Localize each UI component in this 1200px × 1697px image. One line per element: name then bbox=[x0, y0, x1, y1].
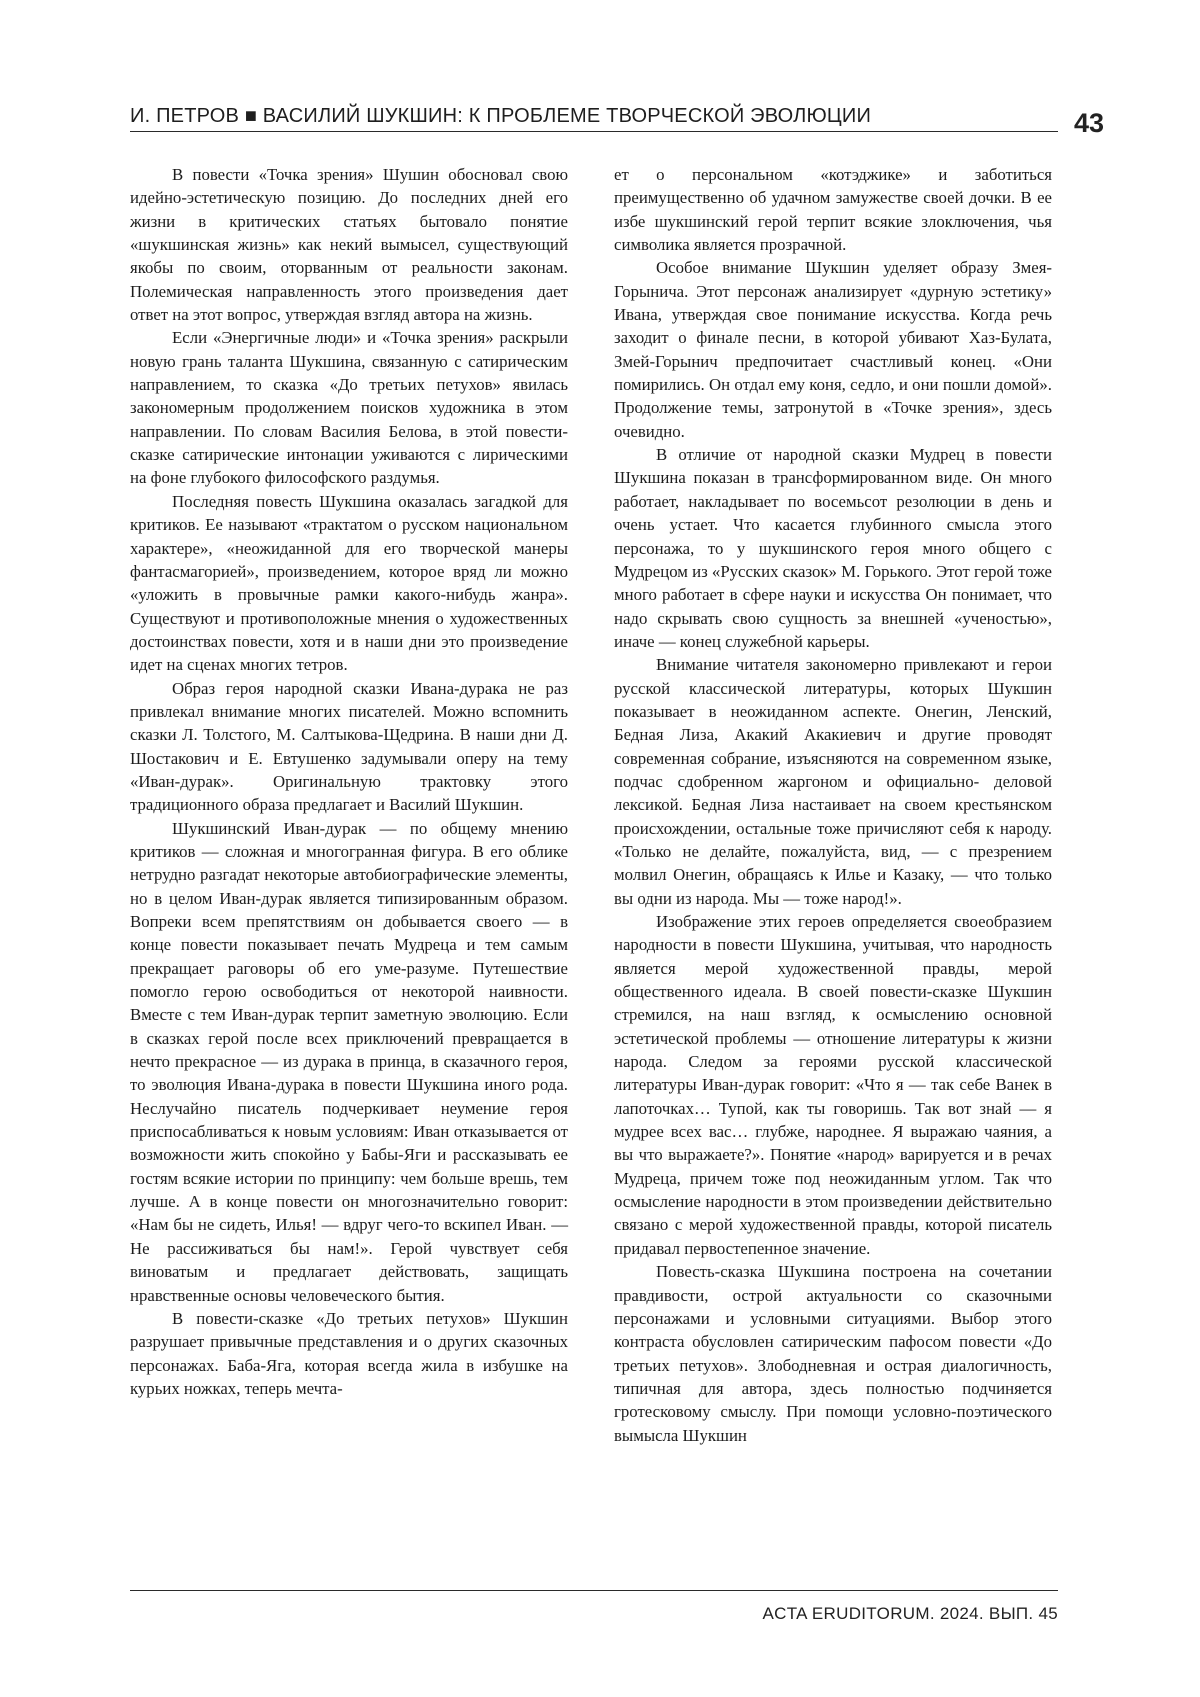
paragraph: Повесть-сказка Шукшина построена на сочетании правдивости, острой актуальности со сказочными персонажами и условными ситуациями. Выбор этого контраста обусловлен сатирическим пафосом повести «До третьих петухов». Злободневная и острая диалогичность, типичная для автора, здесь полностью подчиняется гротесковому смыслу. При помощи условно-поэтического вымысла Шукшин bbox=[614, 1262, 1052, 1445]
paragraph: Особое внимание Шукшин уделяет образу Змея-Горынича. Этот персонаж анализирует «дурную эстетику» Ивана, утверждая свое понимание искусства. Когда речь заходит о финале песни, в которой убивают Хаз-Булата, Змей-Горынич предпочитает счастливый конец. «Они помирились. Он отдал ему коня, седло, и они пошли домой». Продолжение темы, затронутой в «Точке зрения», здесь очевидно. bbox=[614, 258, 1052, 441]
footer-divider bbox=[130, 1590, 1058, 1591]
paragraph: В отличие от народной сказки Мудрец в повести Шукшина показан в трансформированном виде. Он много работает, накладывает по восемьсот резолюции в день и очень устает. Что касается глубинного смысла этого персонажа, то у шукшинского героя много общего с Мудрецом из «Русских сказок» М. Горького. Этот герой тоже много работает в сфере науки и искусства Он понимает, что надо скрывать свою сущность за внешней «ученостью», иначе — конец служебной карьеры. bbox=[614, 445, 1052, 651]
paragraph: Изображение этих героев определяется своеобразием народности в повести Шукшина, учитывая, что народность является мерой художественной правды, мерой общественного идеала. В своей повести-сказке Шукшин стремился, на наш взгляд, к осмыслению основной эстетической проблемы — отношение литературы к жизни народа. Следом за героями русской классической литературы Иван-дурак говорит: «Что я — так себе Ванек в лапоточках… Тупой, как ты говоришь. Так вот знай — я мудрее всех вас… глубже, народнее. Я выражаю чаяния, а вы что выражаете?». Понятие «народ» варируется и в речах Мудреца, причем тоже под неожиданным углом. Так что осмысление народности в этом произведении действительно связано с мерой художественной правды, которой писатель придавал первостепенное значение. bbox=[614, 912, 1052, 1258]
header-divider bbox=[130, 131, 1058, 132]
paragraph-continued: ет о персональном «котэджике» и заботиться преимущественно об удачном замужестве своей дочки. В ее избе шукшинский герой терпит всякие злоключения, чья символика является прозрачной. bbox=[614, 165, 1052, 255]
left-column bbox=[130, 163, 568, 1400]
journal-footer: ACTA ERUDITORUM. 2024. ВЫП. 45 bbox=[762, 1604, 1058, 1623]
paragraph: Если «Энергичные люди» и «Точка зрения» раскрыли новую грань таланта Шукшина, связанную с сатирическим направлением, то сказка «До третьих петухов» явилась закономерным продолжением поисков художника в этом направлении. По словам Василия Белова, в этой повести-сказке сатирические интонации уживаются с лирическими на фоне глубокого философского раздумья. bbox=[130, 328, 568, 488]
paragraph: Последняя повесть Шукшина оказалась загадкой для критиков. Ее называют «трактатом о русском национальном характере», «неожиданной для его творческой манеры фантасмагорией», произведением, которое вряд ли можно «уложить в провычные рамки какого-нибудь жанра». Существуют и противоположные мнения о художественных достоинствах повести, хотя и в наши дни это произведение идет на сценах многих тетров. bbox=[130, 491, 568, 675]
paragraph: Образ героя народной сказки Ивана-дурака не раз привлекал внимание многих писателей. Можно вспомнить сказки Л. Толстого, М. Салтыкова-Щедрина. В наши дни Д. Шостакович и Е. Евтушенко задумывали оперу на тему «Иван-дурак». Оригинальную трактовку этого традиционного образа предлагает и Василий Шукшин. bbox=[130, 678, 568, 815]
page-number: 43 bbox=[1074, 108, 1105, 138]
running-title: И. ПЕТРОВ ■ ВАСИЛИЙ ШУКШИН: К ПРОБЛЕМЕ ТВОРЧЕСКОЙ ЭВОЛЮЦИИ bbox=[130, 105, 872, 127]
paragraph: В повести-сказке «До третьих петухов» Шукшин разрушает привычные представления и о других сказочных персонажах. Баба-Яга, которая всегда жила в избушке на курьих ножках, теперь мечта- bbox=[130, 1308, 568, 1398]
paragraph: В повести «Точка зрения» Шушин обосновал свою идейно-эстетическую позицию. До последних дней его жизни в критических статьях бытовало понятие «шукшинская жизнь» как некий вымысел, существующий якобы по своим, оторванным от реальности законам. Полемическая направленность этого произведения дает ответ на этот вопрос, утверждая взгляд автора на жизнь. bbox=[130, 165, 568, 325]
paragraph: Шукшинский Иван-дурак — по общему мнению критиков — сложная и многогранная фигура. В его облике нетрудно разгадат некоторые автобиографические элементы, но в целом Иван-дурак является типизированным образом. Вопреки всем препятствиям он добывается своего — в конце повести показывает печать Мудреца и тем самым прекращает раговоры об его уме-разуме. Путешествие помогло герою освободиться от некоторой наивности. Вместе с тем Иван-дурак терпит заметную эволюцию. Если в сказках герой после всех приключений превращается в нечто прекрасное — из дурака в принца, в сказачного героя, то эволюция Ивана-дурака в повести Шукшина иного рода. Неслучайно писатель подчеркивает неумение героя приспосабливаться к новым условиям: Иван отказывается от возможности жить спокойно у Бабы-Яги и рассказывать ее гостям всякие истории по принципу: чем больше врешь, тем лучше. А в конце повести он многозначительно говорит: «Нам бы не сидеть, Илья! — вдруг чего-то вскипел Иван. — Не рассиживаться бы нам!». Герой чувствует себя виноватым и предлагает действовать, защищать нравственные основы человеческого бытия. bbox=[130, 818, 568, 1305]
paragraph: Внимание читателя закономерно привлекают и герои русской классической литературы, которых Шукшин показывает в неожиданном аспекте. Онегин, Ленский, Бедная Лиза, Акакий Акакиевич и другие проводят современная собрание, изъясняются на современном языке, подчас сдобренном жаргоном и официально- деловой лексикой. Бедная Лиза настаивает на своем крестьянском происхождении, остальные тоже причисляют себя к народу. «Только не делайте, пожалуйста, вид, — с презрением молвил Онегин, обращаясь к Илье и Казаку, — что только вы одни из народа. Мы — тоже народ!». bbox=[614, 655, 1052, 908]
right-column bbox=[614, 163, 1052, 1447]
